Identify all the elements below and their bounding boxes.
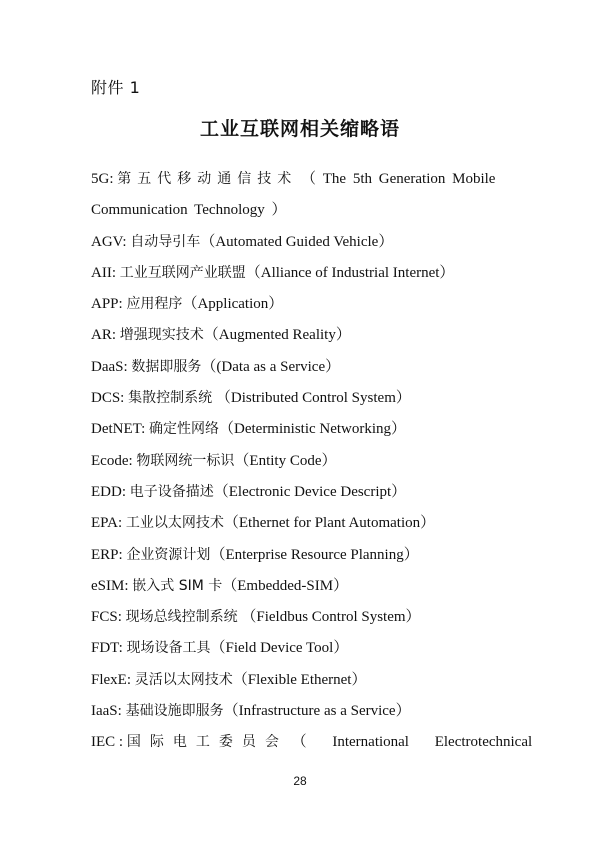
abbreviation-entry (91, 383, 504, 414)
abbreviation-entry (91, 227, 504, 258)
page-number: 28 (293, 774, 307, 788)
abbreviation-entry (91, 696, 504, 727)
entry-abbr: ERP: (91, 546, 123, 563)
entry-chinese: 增强现实技术 (119, 327, 204, 344)
entry-abbr: DetNET: (91, 421, 146, 438)
abbreviation-entry (91, 258, 504, 289)
entry-abbr: FCS: (91, 609, 122, 626)
abbreviation-entry (91, 164, 504, 227)
entry-english: （Embedded-SIM） (222, 577, 349, 594)
entry-english: （Electronic Device Descript） (213, 483, 407, 500)
abbreviation-entry (91, 727, 533, 758)
entry-english: （Application） (182, 296, 284, 313)
abbreviation-entry (91, 602, 504, 633)
entry-chinese: 企业资源计划 (126, 546, 211, 563)
abbreviation-entry (91, 540, 504, 571)
entry-abbr: IEC : (91, 734, 124, 751)
entry-abbr: FlexE: (91, 671, 131, 688)
abbreviation-entry (91, 571, 504, 602)
entry-chinese: 确定性网络 (149, 421, 219, 438)
entry-chinese: 工业以太网技术 (125, 515, 224, 532)
entry-chinese: 现场设备工具 (126, 640, 211, 657)
attachment-label: 附件 1 (91, 78, 141, 97)
abbreviation-entry (91, 289, 504, 320)
entry-english: （Flexible Ethernet） (232, 671, 367, 688)
entry-english: （Infrastructure as a Service） (223, 703, 411, 720)
entry-english: （Ethernet for Plant Automation） (223, 515, 436, 532)
abbreviation-entry (91, 446, 504, 477)
entry-abbr: Ecode: (91, 452, 133, 469)
abbreviation-entry (91, 508, 504, 539)
entry-chinese: 基础设施即服务 (125, 703, 224, 720)
entry-abbr: EPA: (91, 515, 123, 532)
page-title: 工业互联网相关缩略语 (199, 118, 400, 140)
entry-abbr: AR: (91, 327, 117, 344)
entry-abbr: IaaS: (91, 703, 122, 720)
entry-abbr: EDD: (91, 483, 126, 500)
entry-chinese: 应用程序 (126, 296, 183, 313)
abbreviation-entry (91, 414, 504, 445)
entry-abbr: AII: (91, 264, 116, 281)
entry-chinese: 数据即服务 (131, 358, 202, 375)
entry-english: （Distributed Control System） (212, 390, 411, 407)
entry-english: （Automated Guided Vehicle） (200, 233, 394, 250)
entry-english: （(Data as a Service） (201, 358, 341, 375)
entry-chinese: 现场总线控制系统 (125, 609, 238, 626)
entry-english: （ International Electrotechnical (291, 734, 533, 751)
entry-chinese: 嵌入式 SIM 卡 (132, 577, 223, 594)
entry-abbr: FDT: (91, 640, 123, 657)
entry-abbr: AGV: (91, 233, 127, 250)
entry-chinese: 物联网统一标识 (136, 452, 235, 469)
entry-english: （Fieldbus Control System） (237, 609, 421, 626)
entry-chinese: 自动导引车 (130, 233, 201, 250)
entry-english: （Augmented Reality） (203, 327, 351, 344)
entry-chinese: 工业互联网产业联盟 (119, 264, 246, 281)
abbreviation-entry (91, 320, 504, 351)
entry-english: （ The 5th Generation Mobile Communication Technology ） (91, 171, 496, 219)
entry-english: （Entity Code） (234, 452, 337, 469)
entry-chinese: 集散控制系统 (128, 390, 213, 407)
entry-abbr: DCS: (91, 390, 125, 407)
entry-english: （Field Device Tool） (210, 640, 349, 657)
entry-chinese: 国际电工委员会 (126, 734, 288, 751)
abbreviation-entry (91, 633, 504, 664)
abbreviation-entry (91, 352, 504, 383)
entry-chinese: 灵活以太网技术 (134, 671, 233, 688)
entry-abbr: APP: (91, 296, 123, 313)
entry-english: （Alliance of Industrial Internet） (245, 264, 455, 281)
abbreviation-list (91, 164, 533, 759)
entry-english: （Enterprise Resource Planning） (210, 546, 419, 563)
entry-chinese: 第五代移动通信技术 (117, 171, 298, 187)
abbreviation-entry (91, 477, 504, 508)
entry-abbr: 5G: (91, 171, 114, 187)
abbreviation-entry (91, 665, 504, 696)
entry-english: （Deterministic Networking） (219, 421, 407, 438)
entry-chinese: 电子设备描述 (129, 483, 214, 500)
entry-abbr: DaaS: (91, 358, 128, 375)
entry-abbr: eSIM: (91, 577, 129, 594)
